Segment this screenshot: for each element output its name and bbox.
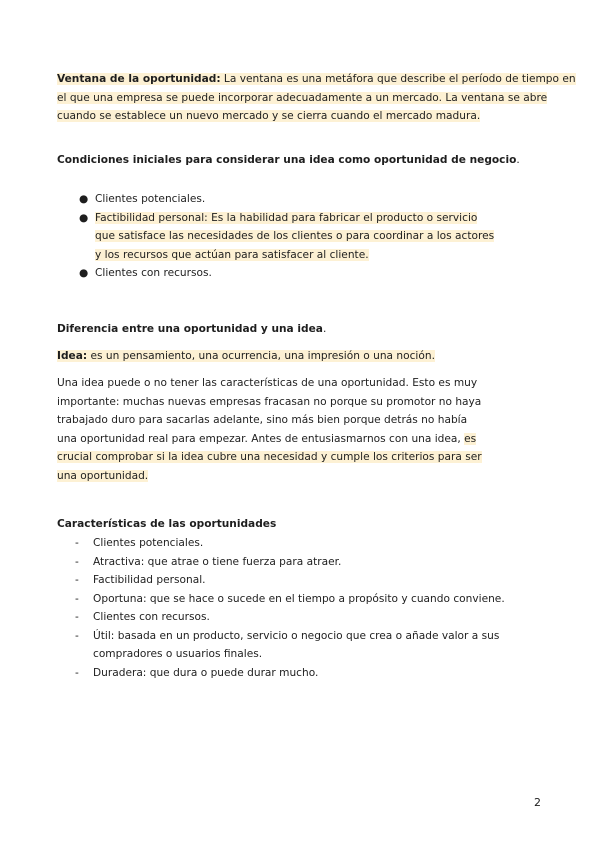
dash-marker: -: [75, 592, 79, 605]
dash-marker: -: [75, 666, 79, 679]
idea-term: Idea:: [57, 350, 88, 362]
caracteristicas-heading: Características de las oportunidades: [57, 518, 277, 530]
list-item: ● Clientes potenciales.: [57, 190, 545, 209]
list-item: - Duradera: que dura o puede durar mucho.: [57, 664, 545, 683]
list-item: - Útil: basada en un producto, servicio o negocio que crea o añade valor a sus compradores o usuarios finales.: [57, 627, 545, 664]
dash-marker: -: [75, 537, 79, 549]
dash-marker: -: [75, 574, 79, 586]
list-item: ● Clientes con recursos.: [57, 264, 545, 283]
condiciones-list: [57, 190, 545, 283]
list-item: - Oportuna: que se hace o sucede en el tiempo a propósito y cuando conviene.: [57, 590, 545, 609]
dash-marker: -: [75, 629, 79, 642]
list-item: - Atractiva: que atrae o tiene fuerza para atraer.: [57, 553, 545, 572]
list-item: - Clientes potenciales.: [57, 534, 545, 553]
bullet-icon: ●: [79, 193, 89, 205]
ventana-line-2: el que una empresa se puede incorporar adecuadamente a un mercado. La ventana se abre: [57, 91, 548, 104]
caracteristicas-list: [57, 534, 545, 682]
diferencia-paragraph: Una idea puede o no tener las características de una oportunidad. Esto es muy importante: muchas nuevas empresas fracasan no porque su promotor no haya trabajado duro para sacarlas adelante, sino más bien porque detrás no había una oportunidad real para empezar. Antes de entusiasmarnos con una idea, es crucial comprobar si la idea cubre una necesidad y cumple los criterios para ser una oportunidad.: [57, 377, 482, 482]
dash-marker: -: [75, 555, 79, 568]
diferencia-heading: Diferencia entre una oportunidad y una idea.: [57, 323, 327, 335]
page-number: 2: [534, 796, 541, 809]
bullet-icon: ●: [79, 211, 89, 224]
list-item: - Clientes con recursos.: [57, 608, 545, 627]
ventana-term: Ventana de la oportunidad:: [57, 73, 221, 85]
bullet-icon: ●: [79, 267, 89, 279]
list-item: - Factibilidad personal.: [57, 571, 545, 590]
ventana-line-3: cuando se establece un nuevo mercado y se cierra cuando el mercado madura.: [57, 110, 481, 122]
idea-definition: Idea: es un pensamiento, una ocurrencia, una impresión o una noción.: [57, 350, 435, 362]
dash-marker: -: [75, 611, 79, 623]
list-item: ● Factibilidad personal: Es la habilidad para fabricar el producto o servicio que satisface las necesidades de los clientes o para coordinar a los actores y los recursos que actúan para satisfacer al cliente.: [57, 209, 545, 265]
ventana-line-1: La ventana es una metáfora que describe el período de tiempo en: [220, 73, 576, 85]
ventana-paragraph: [57, 70, 576, 126]
condiciones-heading: Condiciones iniciales para considerar una idea como oportunidad de negocio.: [57, 154, 520, 166]
